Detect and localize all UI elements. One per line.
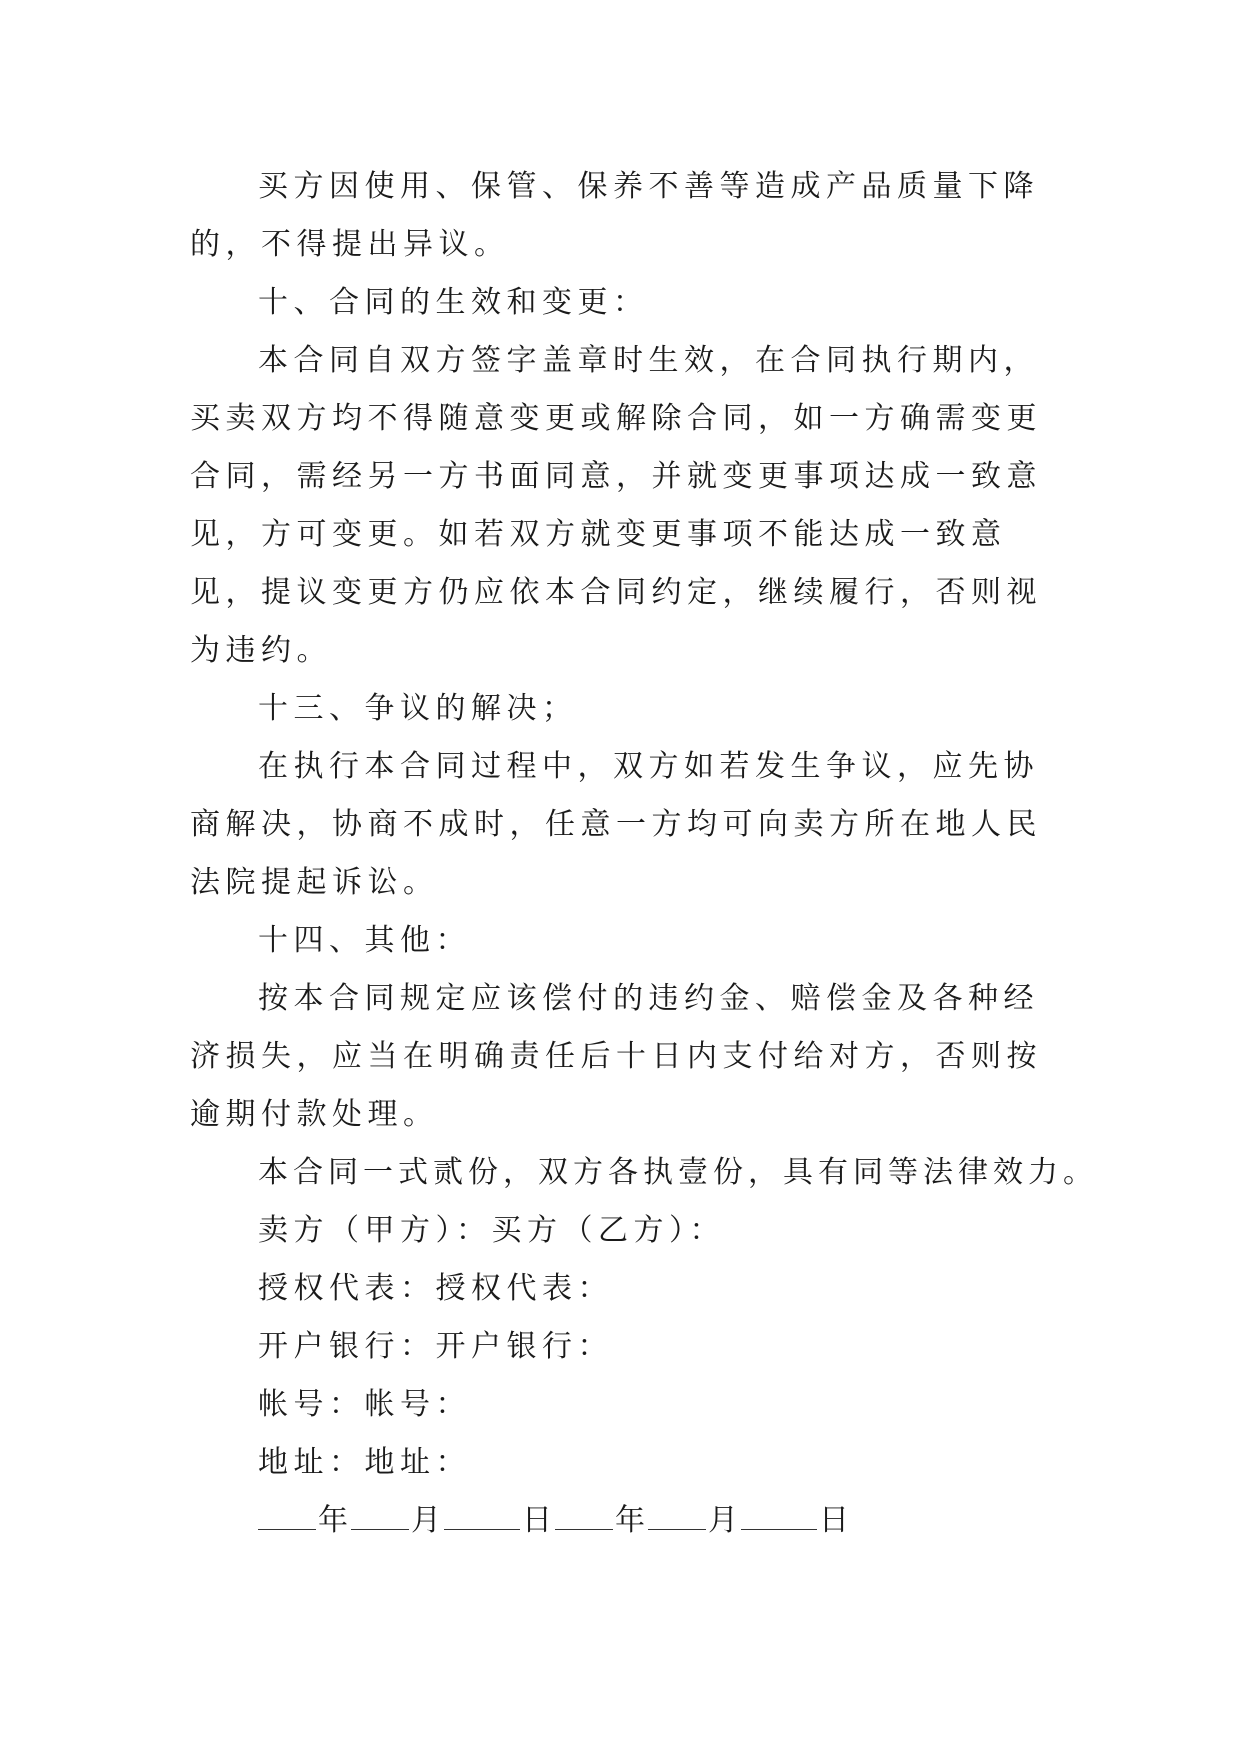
dispute-clause: 在执行本合同过程中，双方如若发生争议，应先协商解决，协商不成时，任意一方均可向卖方所在地人民法院提起诉讼。 — [190, 749, 1042, 900]
other-clause: 按本合同规定应该偿付的违约金、赔偿金及各种经济损失，应当在明确责任后十日内支付给对方，否则按逾期付款处理。 — [190, 981, 1042, 1132]
section-heading-other: 十四、其他： — [258, 923, 471, 958]
buyer-year-blank — [555, 1507, 613, 1530]
effect-change-clause: 本合同自双方签字盖章时生效，在合同执行期内，买卖双方均不得随意变更或解除合同，如一方确需变更合同，需经另一方书面同意，并就变更事项达成一致意见，方可变更。如若双方就变更事项不能达成一致意见，提议变更方仍应依本合同约定，继续履行，否则视为违约。 — [190, 343, 1042, 668]
signature-account: 帐号：帐号： — [258, 1387, 471, 1422]
section-heading-dispute: 十三、争议的解决； — [258, 691, 578, 726]
section-heading-effect-change: 十、合同的生效和变更： — [258, 285, 649, 320]
buyer-month-label: 月 — [708, 1503, 739, 1538]
seller-year-label: 年 — [318, 1503, 349, 1538]
buyer-month-blank — [648, 1507, 706, 1530]
seller-day-label: 日 — [522, 1503, 553, 1538]
copies-clause: 本合同一式贰份，双方各执壹份，具有同等法律效力。 — [258, 1155, 1098, 1190]
signature-address: 地址：地址： — [258, 1445, 471, 1480]
seller-day-blank — [444, 1507, 520, 1530]
buyer-day-blank — [741, 1507, 817, 1530]
date-row — [190, 1492, 1070, 1550]
seller-year-blank — [258, 1507, 316, 1530]
buyer-day-label: 日 — [819, 1503, 850, 1538]
seller-month-label: 月 — [411, 1503, 442, 1538]
signature-bank: 开户银行：开户银行： — [258, 1329, 613, 1364]
buyer-year-label: 年 — [615, 1503, 646, 1538]
signature-representative: 授权代表：授权代表： — [258, 1271, 613, 1306]
signature-parties: 卖方（甲方）：买方（乙方）： — [258, 1213, 725, 1248]
quality-clause: 买方因使用、保管、保养不善等造成产品质量下降的，不得提出异议。 — [190, 169, 1039, 262]
seller-month-blank — [351, 1507, 409, 1530]
document-page — [190, 158, 1098, 1550]
